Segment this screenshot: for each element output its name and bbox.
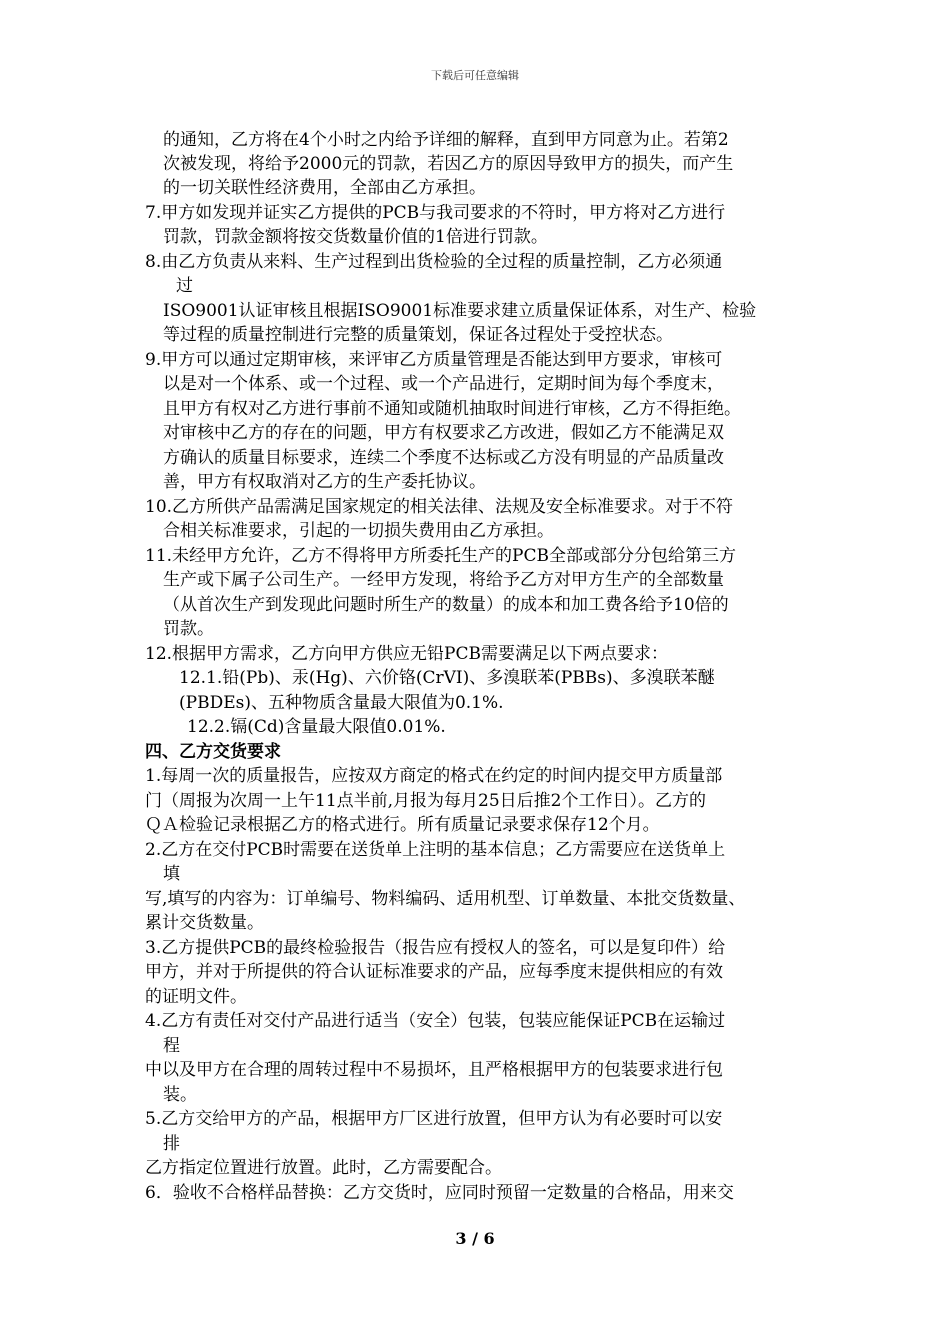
text-line: 门（周报为次周一上午11点半前,月报为每月25日后推2个工作日）。乙方的 [145, 791, 706, 811]
text-line: 4.乙方有责任对交付产品进行适当（安全）包装，包装应能保证PCB在运输过 [145, 1011, 726, 1031]
text-line: 排 [163, 1134, 180, 1154]
text-line: 过 [176, 276, 193, 296]
text-line: 程 [163, 1036, 180, 1056]
text-line: 的通知，乙方将在4个小时之内给予详细的解释，直到甲方同意为止。若第2 [163, 130, 729, 150]
text-line: 的证明文件。 [145, 987, 247, 1007]
text-line: ISO9001认证审核且根据ISO9001标准要求建立质量保证体系，对生产、检验 [163, 301, 757, 321]
text-line: 填 [163, 864, 180, 884]
text-line: 生产或下属子公司生产。一经甲方发现，将给予乙方对甲方生产的全部数量 [163, 570, 724, 590]
text-line: 8.由乙方负责从来料、生产过程到出货检验的全过程的质量控制，乙方必须通 [145, 252, 723, 272]
text-line: 12.1.铅(Pb)、汞(Hg)、六价铬(CrVI)、多溴联苯(PBBs)、多溴联苯醚 [179, 668, 715, 688]
text-line: 次被发现，将给予2000元的罚款，若因乙方的原因导致甲方的损失，而产生 [163, 154, 734, 174]
text-line: 对审核中乙方的存在的问题，甲方有权要求乙方改进，假如乙方不能满足双 [163, 423, 724, 443]
text-line: 中以及甲方在合理的周转过程中不易损坏，且严格根据甲方的包装要求进行包 [145, 1060, 723, 1080]
text-line: 以是对一个体系、或一个过程、或一个产品进行，定期时间为每个季度末， [163, 374, 724, 394]
page-header: 下载后可任意编辑 [431, 69, 519, 82]
text-line: （从首次生产到发现此问题时所生产的数量）的成本和加工费各给予10倍的 [163, 595, 729, 615]
text-line: 累计交货数量。 [145, 913, 264, 933]
text-line: 罚款。 [163, 619, 214, 639]
text-line: 12.2.镉(Cd)含量最大限值0.01%. [187, 717, 446, 737]
text-line: 6．验收不合格样品替换：乙方交货时，应同时预留一定数量的合格品，用来交 [145, 1183, 734, 1203]
text-line: ＱＡ检验记录根据乙方的格式进行。所有质量记录要求保存12个月。 [145, 815, 660, 835]
text-line: 装。 [163, 1085, 197, 1105]
text-line: 5.乙方交给甲方的产品，根据甲方厂区进行放置，但甲方认为有必要时可以安 [145, 1109, 723, 1129]
text-line: 写,填写的内容为：订单编号、物料编码、适用机型、订单数量、本批交货数量、 [145, 889, 746, 909]
text-line: 11.未经甲方允许，乙方不得将甲方所委托生产的PCB全部或部分分包给第三方 [145, 546, 736, 566]
text-line: 10.乙方所供产品需满足国家规定的相关法律、法规及安全标准要求。对于不符 [145, 497, 734, 517]
text-line: 1.每周一次的质量报告，应按双方商定的格式在约定的时间内提交甲方质量部 [145, 766, 723, 786]
section-heading: 四、乙方交货要求 [145, 742, 281, 762]
text-line: 罚款，罚款金额将按交货数量价值的1倍进行罚款。 [163, 227, 548, 247]
text-line: 等过程的质量控制进行完整的质量策划，保证各过程处于受控状态。 [163, 325, 673, 345]
text-line: 2.乙方在交付PCB时需要在送货单上注明的基本信息；乙方需要应在送货单上 [145, 840, 726, 860]
text-line: 甲方，并对于所提供的符合认证标准要求的产品，应每季度末提供相应的有效 [145, 962, 723, 982]
text-line: 7.甲方如发现并证实乙方提供的PCB与我司要求的不符时，甲方将对乙方进行 [145, 203, 726, 223]
text-line: 的一切关联性经济费用，全部由乙方承担。 [163, 178, 486, 198]
text-line: 乙方指定位置进行放置。此时，乙方需要配合。 [145, 1158, 502, 1178]
text-line: 善，甲方有权取消对乙方的生产委托协议。 [163, 472, 486, 492]
text-line: (PBDEs)、五种物质含量最大限值为0.1%. [179, 693, 504, 713]
text-line: 9.甲方可以通过定期审核，来评审乙方质量管理是否能达到甲方要求，审核可 [145, 350, 723, 370]
text-line: 12.根据甲方需求，乙方向甲方供应无铅PCB需要满足以下两点要求： [145, 644, 668, 664]
text-line: 3.乙方提供PCB的最终检验报告（报告应有授权人的签名，可以是复印件）给 [145, 938, 726, 958]
text-line: 合相关标准要求，引起的一切损失费用由乙方承担。 [163, 521, 554, 541]
text-line: 且甲方有权对乙方进行事前不通知或随机抽取时间进行审核，乙方不得拒绝。 [163, 399, 741, 419]
text-line: 方确认的质量目标要求，连续二个季度不达标或乙方没有明显的产品质量改 [163, 448, 724, 468]
page-number: 3 / 6 [455, 1229, 495, 1248]
